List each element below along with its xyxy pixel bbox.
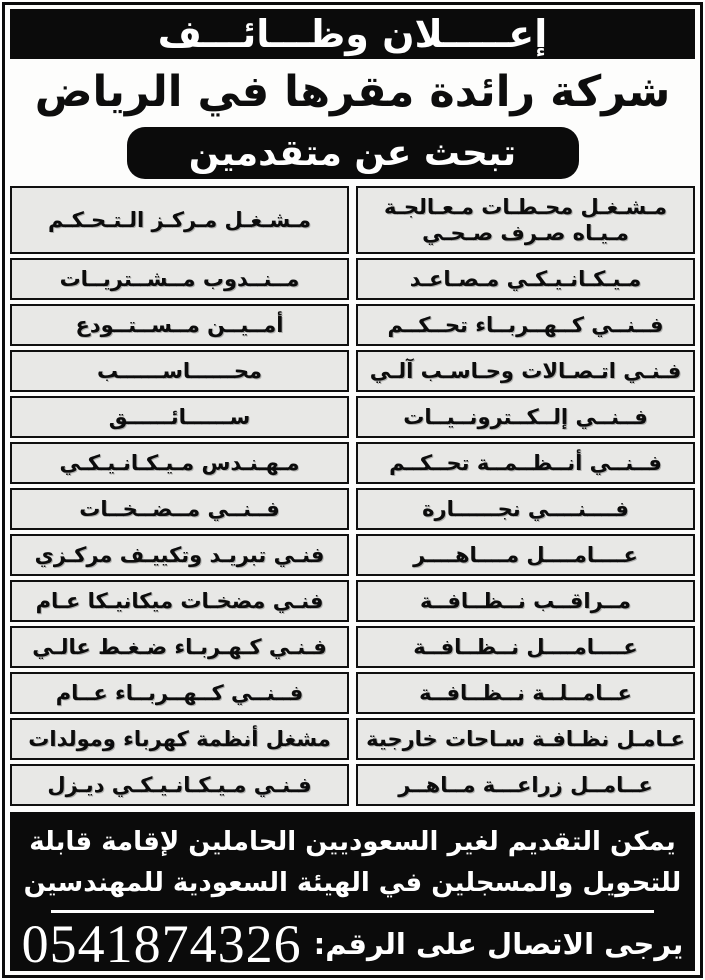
- job-advert-frame: [2, 2, 703, 978]
- contact-label: يرجى الاتصال على الرقم:: [313, 927, 684, 961]
- job-cell: أمــيــن مــســتــودع: [10, 304, 349, 346]
- job-cell: فـنـي كـهـربـاء ضـغـط عالـي: [10, 626, 349, 668]
- job-cell: مــنــدوب مــشــتريــات: [10, 258, 349, 300]
- footer-divider: [51, 910, 654, 913]
- job-cell: فــنــي مــضــخــات: [10, 488, 349, 530]
- job-cell: مشغل أنظمة كهرباء ومولدات: [10, 718, 349, 760]
- job-cell: فنـي مضخـات ميكانيـكا عـام: [10, 580, 349, 622]
- job-cell: عــــامــــل نــظــافــة: [356, 626, 695, 668]
- job-cell: عـامـل نظـافـة سـاحات خارجية: [356, 718, 695, 760]
- advert-footer: [10, 812, 695, 974]
- job-cell: مـيـكـانـيـكـي مـصـاعـد: [356, 258, 695, 300]
- job-cell: مـشـغـل محـطـات مـعـالجـة مـيـاه صـرف صـحـي: [356, 186, 695, 254]
- job-cell: محــــــاســــــب: [10, 350, 349, 392]
- job-cell: مـهـنـدس مـيـكـانـيـكـي: [10, 442, 349, 484]
- job-cell: فنـي تبريـد وتكييـف مركـزي: [10, 534, 349, 576]
- jobs-column-right: [356, 186, 695, 806]
- job-cell: فــنــي إلــكــترونــيــات: [356, 396, 695, 438]
- advert-header-banner: [10, 9, 695, 59]
- contact-phone-number: 0541874326: [21, 914, 302, 974]
- jobs-column-left: [10, 186, 349, 806]
- job-cell: فــنــي كــهــربــاء عــام: [10, 672, 349, 714]
- contact-row: [10, 914, 695, 974]
- advert-header-title: إعـــــلان وظـــائـــف: [157, 12, 548, 57]
- job-cell: عــامــل زراعـــة مــاهــر: [356, 764, 695, 806]
- eligibility-note-line1: يمكن التقديم لغير السعوديين الحاملين لإقامة قابلة: [29, 827, 676, 858]
- job-cell: فـنـي اتـصـالات وحـاسـب آلـي: [356, 350, 695, 392]
- eligibility-note-line2: للتحويل والمسجلين في الهيئة السعودية للمهندسين: [23, 867, 682, 898]
- job-cell: فــنــي أنــظــمــة تحــكــم: [356, 442, 695, 484]
- job-cell: مــراقــب نــظــافــة: [356, 580, 695, 622]
- job-cell: فــــنــــي نجــــــارة: [356, 488, 695, 530]
- job-cell: فـنـي مـيـكـانـيـكـي ديـزل: [10, 764, 349, 806]
- job-cell: مـشـغـل مـركـز الـتـحـكـم: [10, 186, 349, 254]
- company-title: شركة رائدة مقرها في الرياض: [34, 67, 671, 118]
- jobs-table: [10, 186, 695, 806]
- job-cell: عــــامــــل مــــاهــــر: [356, 534, 695, 576]
- job-cell: ســــــائــــــق: [10, 396, 349, 438]
- seeking-applicants-banner: [127, 127, 579, 179]
- job-cell: فــنــي كــهــربــاء تحــكــم: [356, 304, 695, 346]
- job-cell: عــامــلــة نــظــافــة: [356, 672, 695, 714]
- seeking-applicants-label: تبحث عن متقدمين: [188, 132, 517, 174]
